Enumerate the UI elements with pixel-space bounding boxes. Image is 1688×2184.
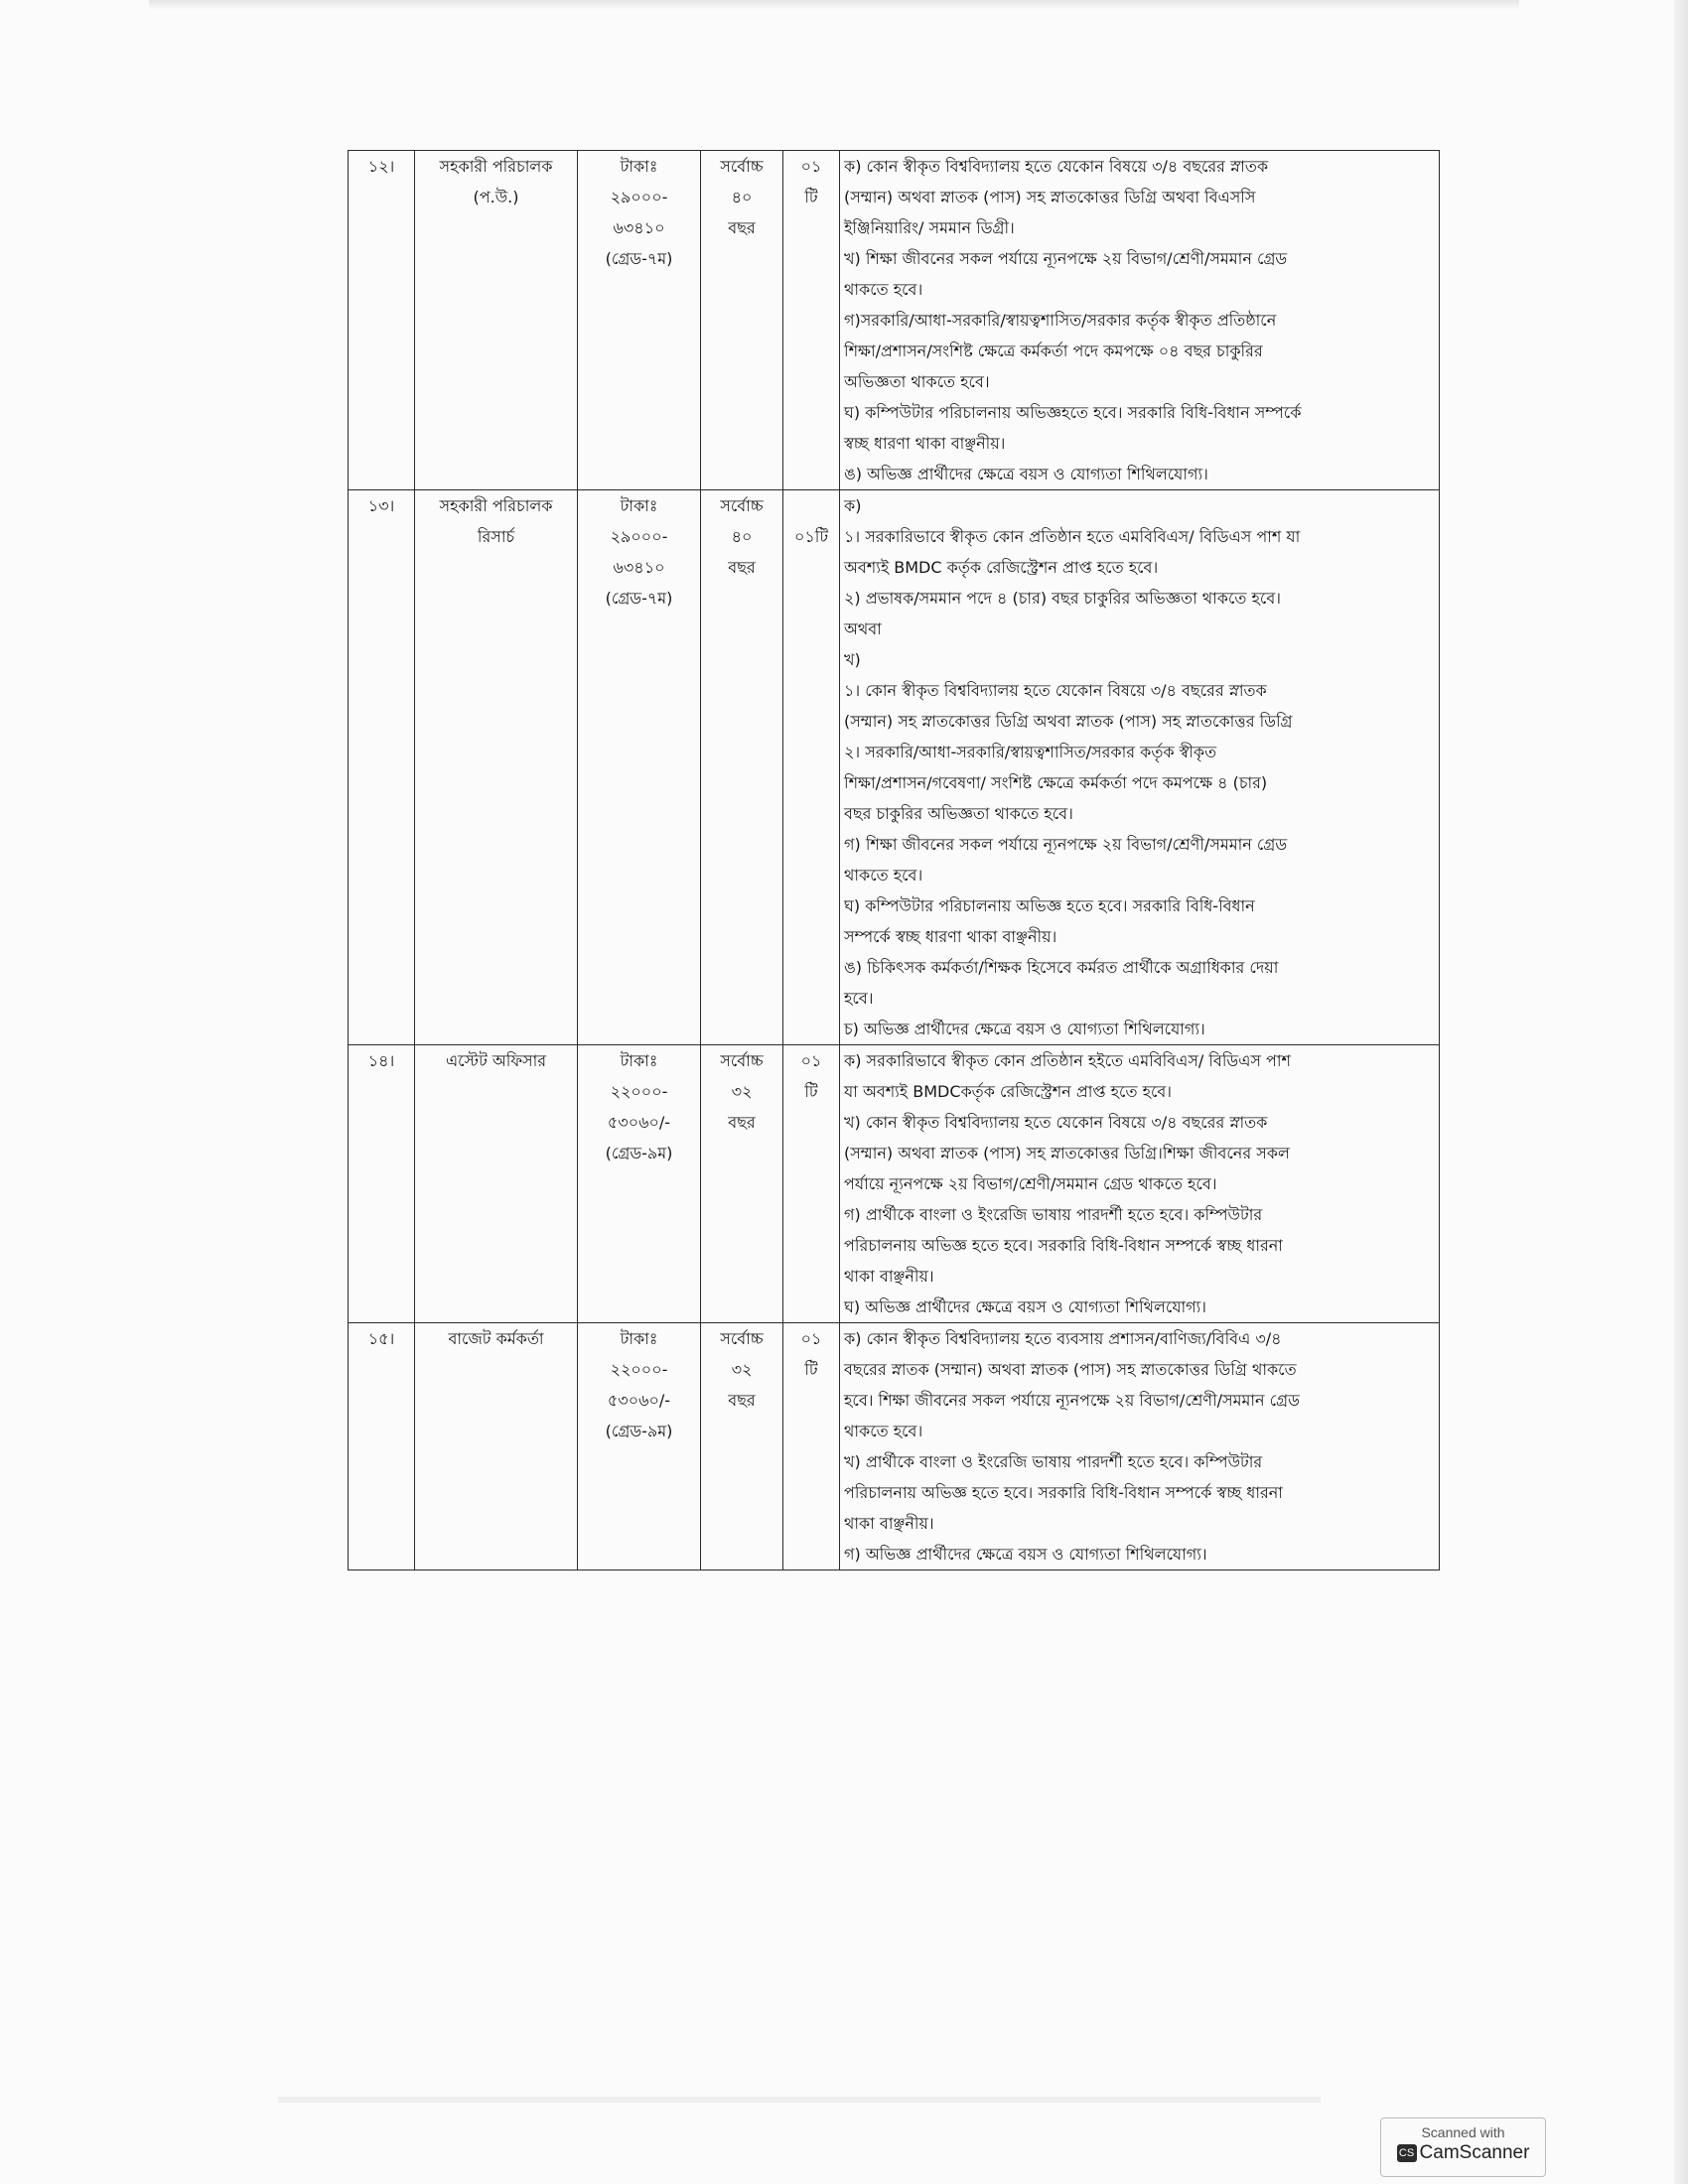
pay-scale-line: ২৯০০০- xyxy=(610,188,668,206)
post-name-line: বাজেট কর্মকর্তা xyxy=(448,1329,544,1348)
requirement-line: পর্যায়ে ন্যূনপক্ষে ২য় বিভাগ/শ্রেণী/সমমান গ্রেড থাকতে হবে। xyxy=(844,1174,1217,1193)
requirements-cell xyxy=(840,1323,1440,1570)
serial-number: ১৫। xyxy=(367,1329,395,1348)
requirement-line: ঙ) অভিজ্ঞ প্রার্থীদের ক্ষেত্রে বয়স ও যোগ্যতা শিথিলযোগ্য। xyxy=(844,465,1208,483)
requirement-line: সম্পর্কে স্বচ্ছ ধারণা থাকা বাঞ্ছনীয়। xyxy=(844,927,1057,946)
watermark-brand-name: CamScanner xyxy=(1419,2142,1530,2163)
pay-scale-line: টাকাঃ xyxy=(620,1051,658,1070)
age-limit-line: ৩২ xyxy=(731,1360,753,1379)
requirement-line: গ) প্রার্থীকে বাংলা ও ইংরেজি ভাষায় পারদর্শী হতে হবে। কম্পিউটার xyxy=(844,1205,1263,1224)
requirement-line: থাকতে হবে। xyxy=(844,1422,923,1440)
serial-cell xyxy=(349,490,415,1045)
camscanner-logo-icon: CS xyxy=(1397,2144,1417,2162)
post-name-line: রিসার্চ xyxy=(477,527,515,546)
requirement-line: (সম্মান) সহ স্নাতকোত্তর ডিগ্রি অথবা স্নাতক (পাস) সহ স্নাতকোত্তর ডিগ্রি xyxy=(844,712,1293,731)
serial-cell xyxy=(349,1045,415,1323)
age-limit-line: সর্বোচ্চ xyxy=(720,157,764,176)
requirement-line: স্বচ্ছ ধারণা থাকা বাঞ্ছনীয়। xyxy=(844,434,1006,453)
requirement-line: অবশ্যই BMDC কর্তৃক রেজিস্ট্রেশন প্রাপ্ত হতে হবে। xyxy=(844,558,1159,577)
age-limit-line: ৪০ xyxy=(731,527,753,546)
requirement-line: অভিজ্ঞতা থাকতে হবে। xyxy=(844,372,990,391)
age-limit-line: ৩২ xyxy=(731,1082,753,1101)
serial-cell xyxy=(349,1323,415,1570)
pay-scale-line: টাকাঃ xyxy=(620,157,658,176)
post-count-line: ০১ xyxy=(800,1051,822,1070)
age-limit-line: বছর xyxy=(728,1391,756,1410)
post-name-line: সহকারী পরিচালক xyxy=(439,496,553,515)
requirement-line: থাকা বাঞ্ছনীয়। xyxy=(844,1267,934,1286)
requirement-line: খ) xyxy=(844,650,861,669)
requirement-line: গ) অভিজ্ঞ প্রার্থীদের ক্ষেত্রে বয়স ও যোগ্যতা শিথিলযোগ্য। xyxy=(844,1545,1207,1564)
scan-right-shadow xyxy=(1674,0,1688,2184)
post-name-cell xyxy=(415,151,578,490)
post-count-line: ০১টি xyxy=(793,527,829,546)
pay-scale-cell xyxy=(578,1045,701,1323)
post-name-cell xyxy=(415,490,578,1045)
requirement-line: ঘ) অভিজ্ঞ প্রার্থীদের ক্ষেত্রে বয়স ও যোগ্যতা শিথিলযোগ্য। xyxy=(844,1297,1207,1316)
post-count-line: টি xyxy=(804,1360,818,1379)
post-count-line: টি xyxy=(804,1082,818,1101)
requirement-line: ১। কোন স্বীকৃত বিশ্ববিদ্যালয় হতে যেকোন বিষয়ে ৩/৪ বছরের স্নাতক xyxy=(844,681,1267,700)
requirement-line: (সম্মান) অথবা স্নাতক (পাস) সহ স্নাতকোত্তর ডিগ্রি অথবা বিএসসি xyxy=(844,188,1256,206)
age-limit-line: সর্বোচ্চ xyxy=(720,1329,764,1348)
pay-scale-line: ২৯০০০- xyxy=(610,527,668,546)
age-limit-cell xyxy=(701,1045,783,1323)
table-row xyxy=(349,151,1440,490)
age-limit-cell xyxy=(701,1323,783,1570)
pay-scale-line: ৫৩০৬০/- xyxy=(607,1391,671,1410)
requirement-line: খ) প্রার্থীকে বাংলা ও ইংরেজি ভাষায় পারদর্শী হতে হবে। কম্পিউটার xyxy=(844,1452,1263,1471)
pay-scale-cell xyxy=(578,151,701,490)
requirement-line: বছর চাকুরির অভিজ্ঞতা থাকতে হবে। xyxy=(844,804,1073,823)
post-name-cell xyxy=(415,1323,578,1570)
requirement-line: ২। সরকারি/আধা-সরকারি/স্বায়ত্বশাসিত/সরকার কর্তৃক স্বীকৃত xyxy=(844,743,1217,761)
requirement-line: ক) সরকারিভাবে স্বীকৃত কোন প্রতিষ্ঠান হইতে এমবিবিএস/ বিডিএস পাশ xyxy=(844,1051,1291,1070)
pay-scale-line: টাকাঃ xyxy=(620,1329,658,1348)
serial-number: ১৩। xyxy=(367,496,395,515)
requirement-line: গ)সরকারি/আধা-সরকারি/স্বায়ত্বশাসিত/সরকার কর্তৃক স্বীকৃত প্রতিষ্ঠানে xyxy=(844,311,1277,330)
table-row xyxy=(349,1323,1440,1570)
watermark-brand xyxy=(1381,2142,1545,2164)
pay-scale-line: ২২০০০- xyxy=(610,1360,668,1379)
requirement-line: অথবা xyxy=(844,619,882,638)
pay-scale-line: টাকাঃ xyxy=(620,496,658,515)
serial-cell xyxy=(349,151,415,490)
post-name-cell xyxy=(415,1045,578,1323)
age-limit-line: সর্বোচ্চ xyxy=(720,496,764,515)
post-count-cell xyxy=(783,1323,840,1570)
pay-scale-line: ২২০০০- xyxy=(610,1082,668,1101)
requirement-line: ক) কোন স্বীকৃত বিশ্ববিদ্যালয় হতে ব্যবসায় প্রশাসন/বাণিজ্য/বিবিএ ৩/৪ xyxy=(844,1329,1282,1348)
requirements-cell xyxy=(840,151,1440,490)
post-count-line: ০১ xyxy=(800,157,822,176)
requirement-line: ঙ) চিকিৎসক কর্মকর্তা/শিক্ষক হিসেবে কর্মরত প্রার্থীকে অগ্রাধিকার দেয়া xyxy=(844,958,1279,977)
age-limit-line: ৪০ xyxy=(731,188,753,206)
requirement-line: থাকা বাঞ্ছনীয়। xyxy=(844,1514,934,1533)
job-requirements-table xyxy=(348,150,1440,1570)
requirement-line: খ) কোন স্বীকৃত বিশ্ববিদ্যালয় হতে যেকোন বিষয়ে ৩/৪ বছরের স্নাতক xyxy=(844,1113,1268,1132)
requirement-line: হবে। xyxy=(844,989,874,1008)
age-limit-line: বছর xyxy=(728,1113,756,1132)
requirement-line: চ) অভিজ্ঞ প্রার্থীদের ক্ষেত্রে বয়স ও যোগ্যতা শিথিলযোগ্য। xyxy=(844,1020,1205,1038)
requirement-line: হবে। শিক্ষা জীবনের সকল পর্যায়ে ন্যূনপক্ষে ২য় বিভাগ/শ্রেণী/সমমান গ্রেড xyxy=(844,1391,1300,1410)
requirement-line: বছরের স্নাতক (সম্মান) অথবা স্নাতক (পাস) সহ স্নাতকোত্তর ডিগ্রি থাকতে xyxy=(844,1360,1297,1379)
requirements-cell xyxy=(840,1045,1440,1323)
table-row xyxy=(349,1045,1440,1323)
post-count-cell xyxy=(783,1045,840,1323)
requirement-line: ২) প্রভাষক/সমমান পদে ৪ (চার) বছর চাকুরির অভিজ্ঞতা থাকতে হবে। xyxy=(844,589,1281,608)
requirement-line: যা অবশ্যই BMDCকর্তৃক রেজিস্ট্রেশন প্রাপ্ত হতে হবে। xyxy=(844,1082,1173,1101)
age-limit-cell xyxy=(701,490,783,1045)
post-count-line: টি xyxy=(804,188,818,206)
requirement-line: গ) শিক্ষা জীবনের সকল পর্যায়ে ন্যূনপক্ষে ২য় বিভাগ/শ্রেণী/সমমান গ্রেড xyxy=(844,835,1288,854)
requirement-line: খ) শিক্ষা জীবনের সকল পর্যায়ে ন্যূনপক্ষে ২য় বিভাগ/শ্রেণী/সমমান গ্রেড xyxy=(844,249,1288,268)
requirement-line: ১। সরকারিভাবে স্বীকৃত কোন প্রতিষ্ঠান হতে এমবিবিএস/ বিডিএস পাশ যা xyxy=(844,527,1301,546)
requirement-line: পরিচালনায় অভিজ্ঞ হতে হবে। সরকারি বিধি-বিধান সম্পর্কে স্বচ্ছ ধারনা xyxy=(844,1483,1283,1502)
age-limit-line: বছর xyxy=(728,218,756,237)
post-name-line: এস্টেট অফিসার xyxy=(445,1051,547,1070)
scan-bottom-shadow xyxy=(278,2097,1321,2103)
post-count-cell xyxy=(783,151,840,490)
requirement-line: ঘ) কম্পিউটার পরিচালনায় অভিজ্ঞহতে হবে। সরকারি বিধি-বিধান সম্পর্কে xyxy=(844,403,1302,422)
camscanner-watermark xyxy=(1380,2117,1546,2177)
post-count-line xyxy=(787,490,835,521)
requirement-line: (সম্মান) অথবা স্নাতক (পাস) সহ স্নাতকোত্তর ডিগ্রি।শিক্ষা জীবনের সকল xyxy=(844,1144,1290,1162)
pay-scale-line: (গ্রেড-৭ম) xyxy=(605,249,673,268)
pay-scale-cell xyxy=(578,1323,701,1570)
pay-scale-line: (গ্রেড-৯ম) xyxy=(605,1144,673,1162)
serial-number: ১৪। xyxy=(367,1051,395,1070)
post-name-line: সহকারী পরিচালক xyxy=(439,157,553,176)
requirement-line: ক) xyxy=(844,496,862,515)
age-limit-line: বছর xyxy=(728,558,756,577)
pay-scale-line: (গ্রেড-৭ম) xyxy=(605,589,673,608)
requirement-line: শিক্ষা/প্রশাসন/গবেষণা/ সংশিষ্ট ক্ষেত্রে কর্মকর্তা পদে কমপক্ষে ৪ (চার) xyxy=(844,773,1268,792)
post-name-line: (প.উ.) xyxy=(473,188,519,206)
post-count-cell xyxy=(783,490,840,1045)
requirement-line: পরিচালনায় অভিজ্ঞ হতে হবে। সরকারি বিধি-বিধান সম্পর্কে স্বচ্ছ ধারনা xyxy=(844,1236,1283,1255)
table-row xyxy=(349,490,1440,1045)
requirement-line: ক) কোন স্বীকৃত বিশ্ববিদ্যালয় হতে যেকোন বিষয়ে ৩/৪ বছরের স্নাতক xyxy=(844,157,1269,176)
pay-scale-line: ৬৩৪১০ xyxy=(613,218,665,237)
watermark-caption: Scanned with xyxy=(1421,2124,1505,2140)
requirements-cell xyxy=(840,490,1440,1045)
requirement-line: থাকতে হবে। xyxy=(844,866,923,885)
requirement-line: থাকতে হবে। xyxy=(844,280,923,299)
pay-scale-line: ৫৩০৬০/- xyxy=(607,1113,671,1132)
pay-scale-line: ৬৩৪১০ xyxy=(613,558,665,577)
post-count-line: ০১ xyxy=(800,1329,822,1348)
requirement-line: ঘ) কম্পিউটার পরিচালনায় অভিজ্ঞ হতে হবে। সরকারি বিধি-বিধান xyxy=(844,896,1255,915)
scan-top-shadow xyxy=(149,0,1519,10)
requirement-line: ইঞ্জিনিয়ারিং/ সমমান ডিগ্রী। xyxy=(844,218,1015,237)
pay-scale-cell xyxy=(578,490,701,1045)
age-limit-line: সর্বোচ্চ xyxy=(720,1051,764,1070)
serial-number: ১২। xyxy=(367,157,395,176)
pay-scale-line: (গ্রেড-৯ম) xyxy=(605,1422,673,1440)
requirement-line: শিক্ষা/প্রশাসন/সংশিষ্ট ক্ষেত্রে কর্মকর্তা পদে কমপক্ষে ০৪ বছর চাকুরির xyxy=(844,341,1263,360)
age-limit-cell xyxy=(701,151,783,490)
